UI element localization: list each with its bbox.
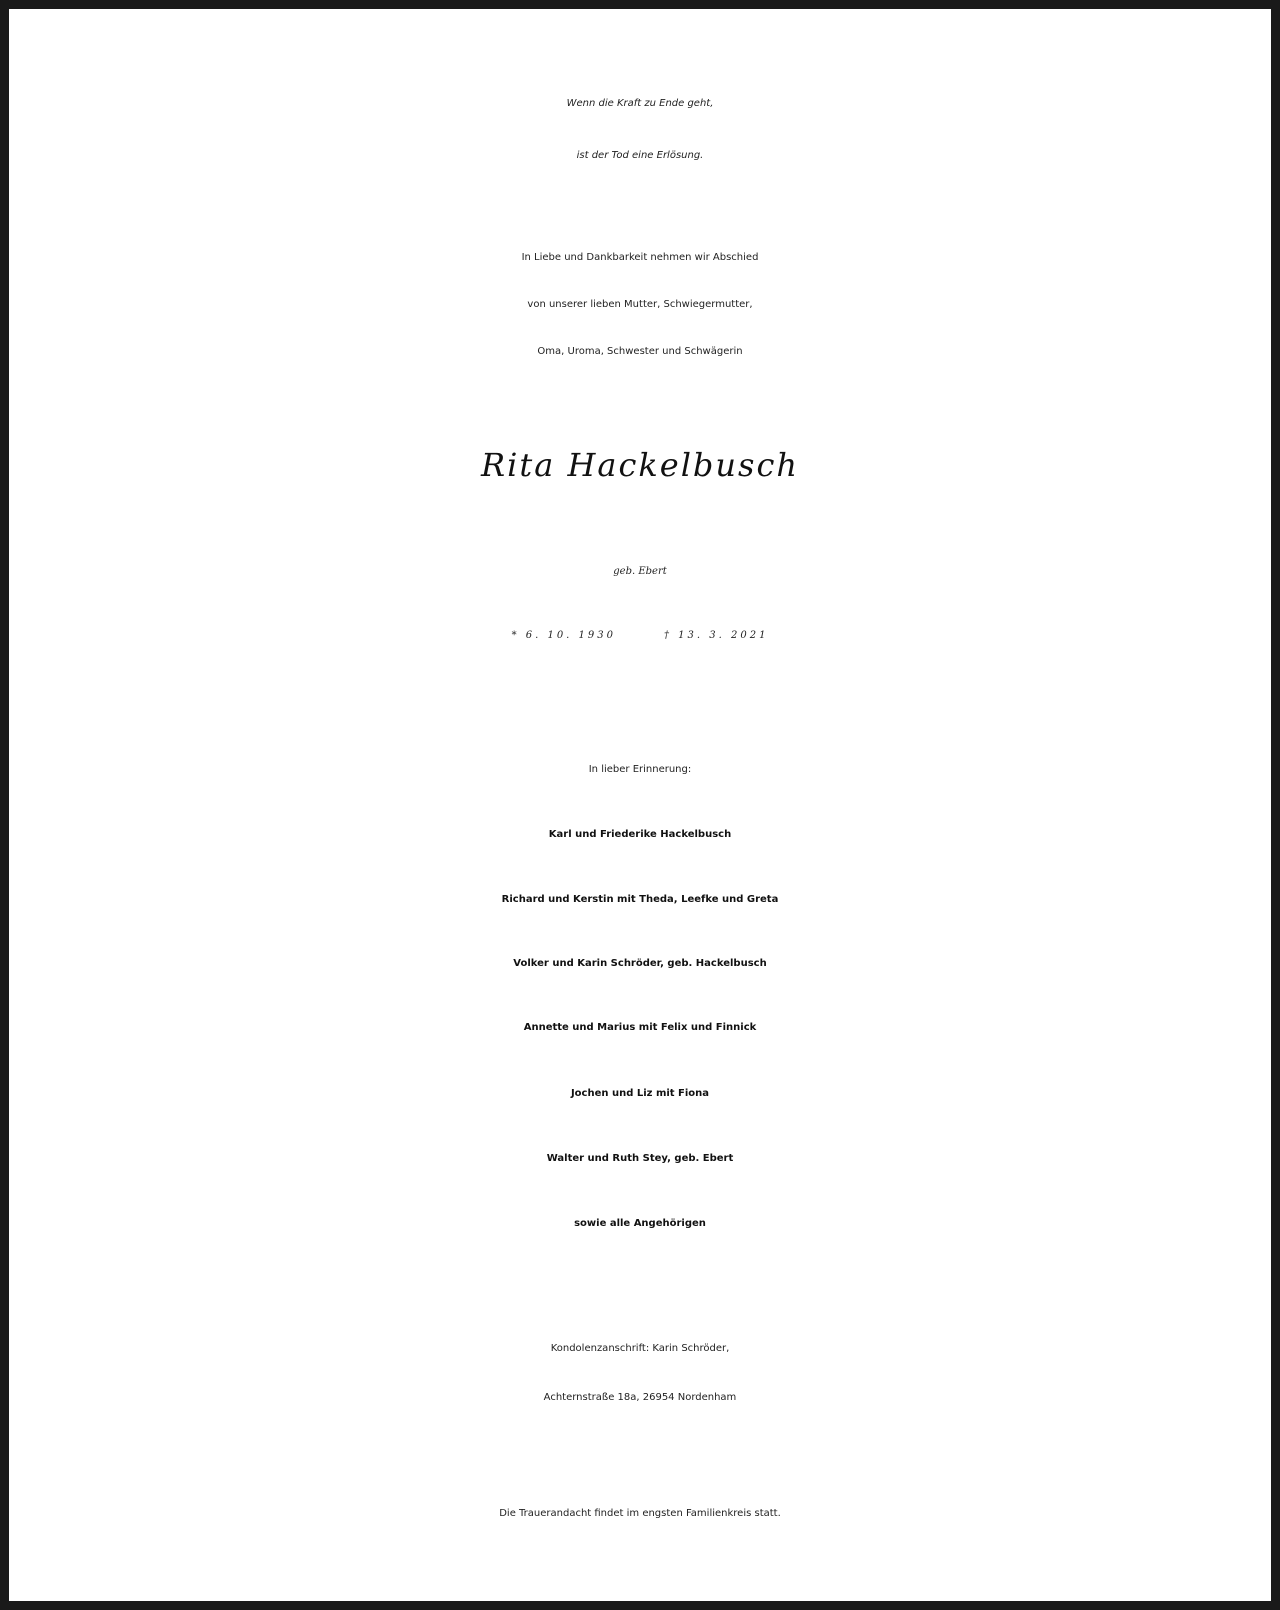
family-line-3: Volker und Karin Schröder, geb. Hackelbusch <box>513 958 767 969</box>
address-line-2: Achternstraße 18a, 26954 Nordenham <box>543 1392 737 1403</box>
deceased-name: Rita Hackelbusch <box>481 446 799 484</box>
motto-line-1: Wenn die Kraft zu Ende geht, <box>566 98 714 109</box>
motto-line-2: ist der Tod eine Erlösung. <box>576 150 704 161</box>
family-line-2: Richard und Kerstin mit Theda, Leefke und Greta <box>501 894 779 905</box>
maiden-name: geb. Ebert <box>613 566 667 577</box>
closing-note: Die Trauerandacht findet im engsten Familienkreis statt. <box>499 1508 781 1519</box>
address-line-1: Kondolenzanschrift: Karin Schröder, <box>550 1343 730 1354</box>
intro-line-3: Oma, Uroma, Schwester und Schwägerin <box>537 346 743 357</box>
family-line-4: Annette und Marius mit Felix und Finnick <box>523 1022 757 1033</box>
death-date: † 13. 3. 2021 <box>664 630 769 641</box>
family-line-5: Jochen und Liz mit Fiona <box>570 1088 710 1099</box>
family-line-1: Karl und Friederike Hackelbusch <box>548 829 732 840</box>
memory-heading: In lieber Erinnerung: <box>588 764 692 775</box>
family-line-7: sowie alle Angehörigen <box>574 1218 706 1229</box>
life-dates <box>9 631 1271 641</box>
intro-line-2: von unserer lieben Mutter, Schwiegermutter, <box>527 299 753 310</box>
birth-date: * 6. 10. 1930 <box>511 630 616 641</box>
intro-line-1: In Liebe und Dankbarkeit nehmen wir Abschied <box>521 252 759 263</box>
family-line-6: Walter und Ruth Stey, geb. Ebert <box>546 1153 734 1164</box>
